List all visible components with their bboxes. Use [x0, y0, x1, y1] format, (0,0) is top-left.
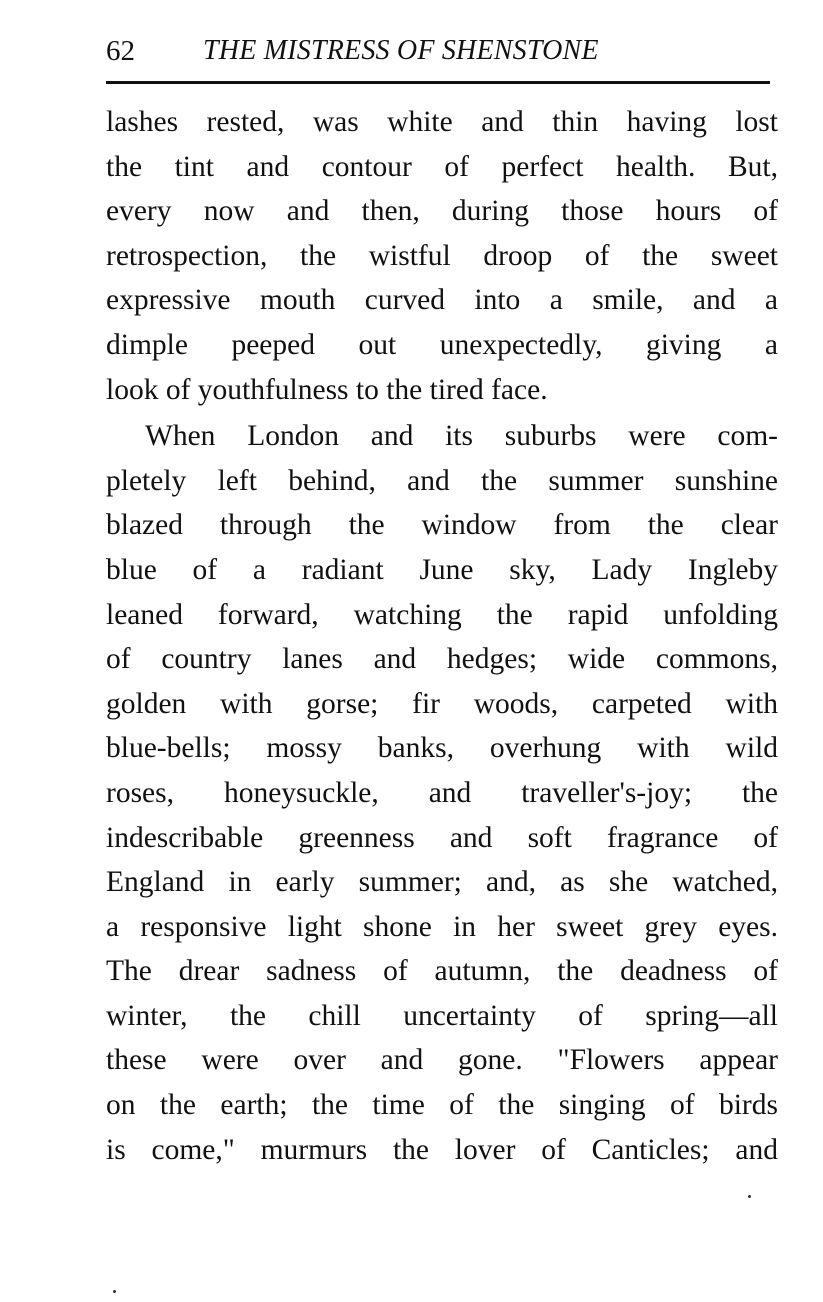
text-line: a responsive light shone in her sweet grey eyes. — [106, 910, 778, 943]
text-line: look of youthfulness to the tired face. — [106, 373, 548, 406]
running-title: THE MISTRESS OF SHENSTONE — [203, 35, 599, 66]
text-line: England in early summer; and, as she watched, — [106, 866, 778, 899]
text-line: The drear sadness of autumn, the deadness of — [106, 955, 778, 988]
text-line: blue-bells; mossy banks, overhung with wild — [106, 732, 778, 765]
page-number: 62 — [106, 35, 135, 67]
text-line: lashes rested, was white and thin having lost — [106, 106, 778, 138]
text-line: on the earth; the time of the singing of birds — [106, 1089, 778, 1122]
body-text — [106, 100, 778, 1172]
header-rule — [106, 81, 770, 84]
paragraph-1 — [106, 100, 778, 412]
text-line: indescribable greenness and soft fragrance of — [106, 821, 778, 854]
text-line: pletely left behind, and the summer sunshine — [106, 464, 778, 497]
text-line: is come," murmurs the lover of Canticles; and — [106, 1133, 778, 1166]
text-line: every now and then, during those hours of — [106, 195, 778, 228]
text-line: leaned forward, watching the rapid unfolding — [106, 598, 778, 631]
text-line: of country lanes and hedges; wide commons, — [106, 643, 778, 676]
text-line: dimple peeped out unexpectedly, giving a — [106, 328, 778, 361]
text-line: these were over and gone. "Flowers appear — [106, 1044, 778, 1077]
print-speck — [748, 1195, 751, 1198]
text-line: When London and its suburbs were com- — [145, 420, 778, 453]
paragraph-2 — [106, 414, 778, 1172]
text-line: expressive mouth curved into a smile, and a — [106, 284, 778, 317]
text-line: blue of a radiant June sky, Lady Ingleby — [106, 553, 778, 586]
print-speck — [113, 1290, 116, 1293]
text-line: blazed through the window from the clear — [106, 509, 778, 542]
page-header — [106, 30, 778, 74]
text-line: the tint and contour of perfect health. But, — [106, 150, 778, 183]
text-line: winter, the chill uncertainty of spring—all — [106, 999, 778, 1032]
text-line: roses, honeysuckle, and traveller's-joy; the — [106, 776, 778, 809]
text-line: retrospection, the wistful droop of the sweet — [106, 239, 778, 272]
text-line: golden with gorse; fir woods, carpeted with — [106, 687, 778, 720]
